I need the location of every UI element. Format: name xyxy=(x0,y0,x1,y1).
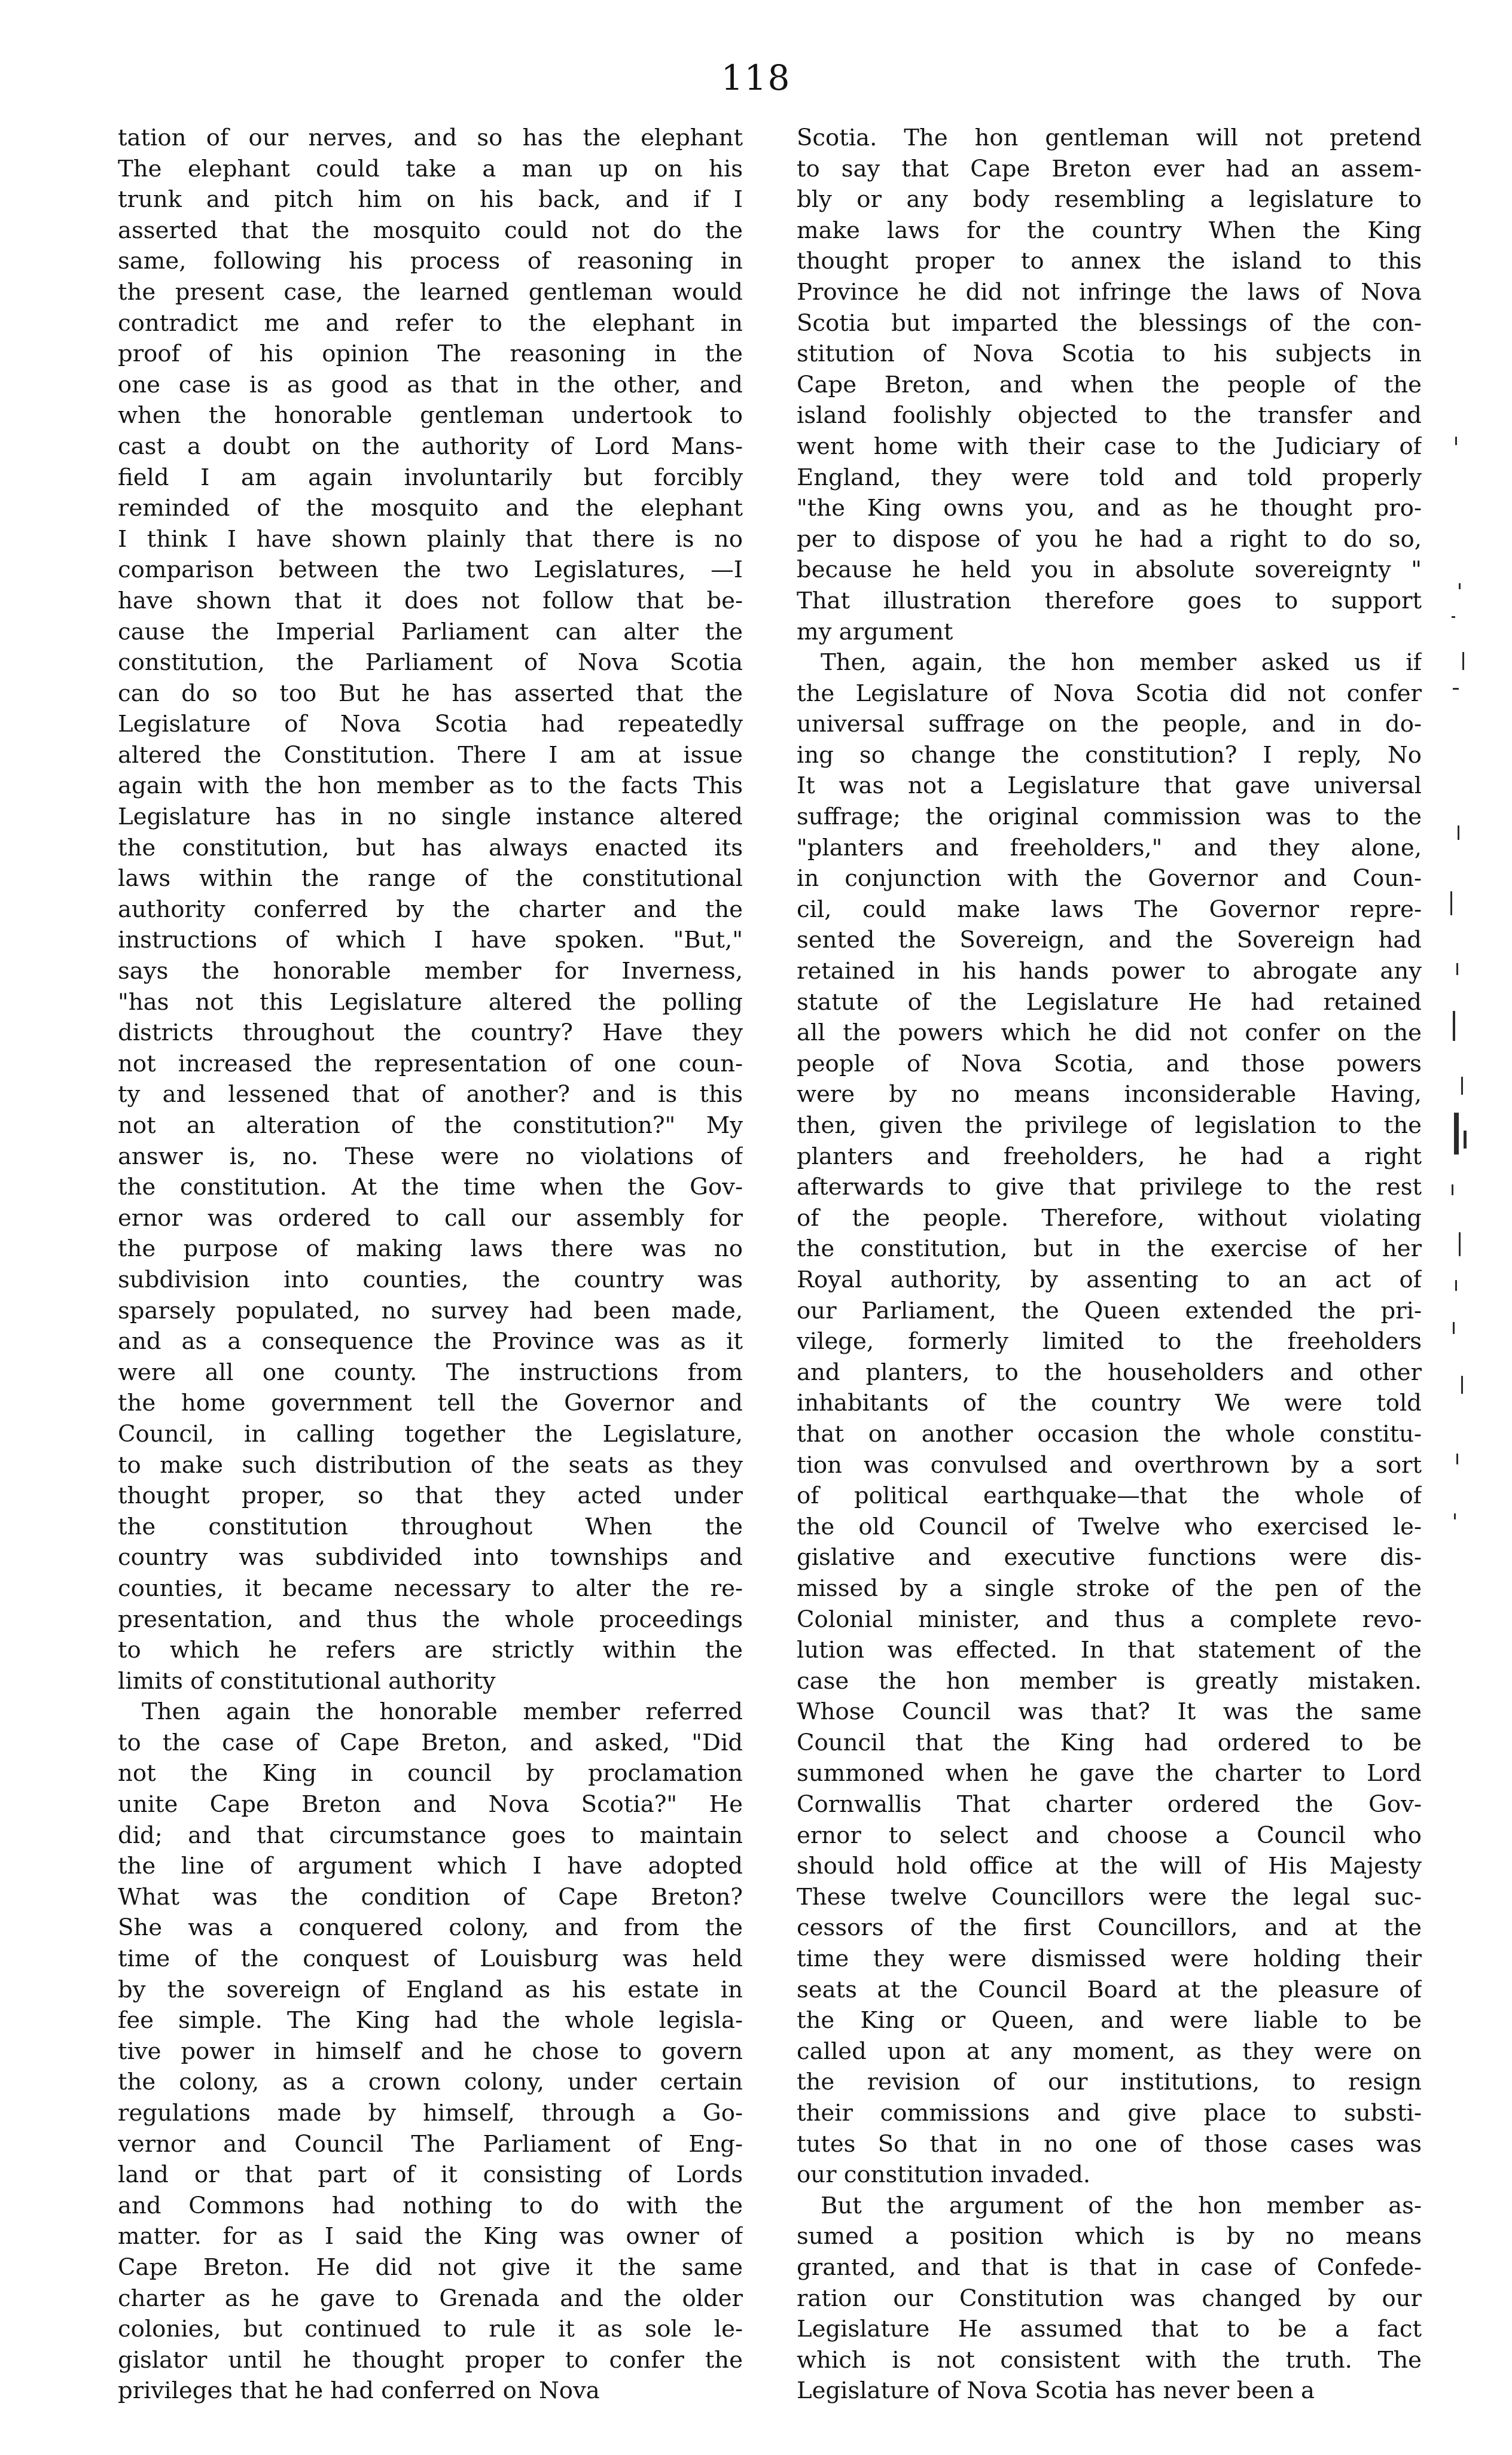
text-line: the constitution, but in the exercise of her xyxy=(797,1235,1422,1263)
text-line: seats at the Council Board at the pleasure of xyxy=(797,1976,1422,2003)
text-line: missed by a single stroke of the pen of the xyxy=(797,1574,1422,1602)
text-line: counties, it became necessary to alter the re- xyxy=(118,1574,743,1602)
text-line: and Commons had nothing to do with the xyxy=(118,2192,743,2219)
text-line: Legislature of Nova Scotia had repeatedly xyxy=(118,711,743,738)
text-line: Legislature has in no single instance altered xyxy=(118,803,743,831)
text-line: Scotia but imparted the blessings of the con- xyxy=(797,309,1422,337)
text-line: I think I have shown plainly that there is no xyxy=(118,525,743,553)
text-line: cast a doubt on the authority of Lord Mans- xyxy=(118,432,743,460)
text-line: tive power in himself and he chose to govern xyxy=(118,2037,743,2065)
text-line: have shown that it does not follow that be- xyxy=(118,587,743,614)
text-line: the constitution. At the time when the Gov- xyxy=(118,1174,743,1201)
text-line: ing so change the constitution? I reply, No xyxy=(797,741,1422,769)
text-line: when the honorable gentleman undertook to xyxy=(118,402,743,430)
text-line: the purpose of making laws there was no xyxy=(118,1235,743,1263)
text-line: England, they were told and told properly xyxy=(797,464,1422,491)
text-line: same, following his process of reasoning in xyxy=(118,248,743,275)
text-line: ernor was ordered to call our assembly for xyxy=(118,1204,743,1232)
text-line: planters and freeholders, he had a right xyxy=(797,1143,1422,1170)
text-line: Council that the King had ordered to be xyxy=(797,1729,1422,1756)
text-line: limits of constitutional authority xyxy=(118,1667,496,1695)
text-line: proof of his opinion The reasoning in the xyxy=(118,340,743,368)
text-line: vilege, formerly limited to the freeholders xyxy=(797,1328,1422,1356)
text-line: called upon at any moment, as they were on xyxy=(797,2037,1422,2065)
text-line: "has not this Legislature altered the polling xyxy=(118,988,743,1016)
text-line: and as a consequence the Province was as it xyxy=(118,1328,743,1356)
scan-margin-noise xyxy=(1450,437,1486,2411)
text-line: constitution, the Parliament of Nova Scotia xyxy=(118,649,743,677)
text-line: time they were dismissed were holding their xyxy=(797,1945,1422,1973)
text-line: laws within the range of the constitutional xyxy=(118,865,743,893)
text-line: retained in his hands power to abrogate any xyxy=(797,958,1422,985)
text-line: unite Cape Breton and Nova Scotia?" He xyxy=(118,1791,743,1819)
text-line: that on another occasion the whole constitu- xyxy=(797,1420,1422,1448)
text-line: sparsely populated, no survey had been made, xyxy=(118,1297,743,1324)
text-line: to which he refers are strictly within the xyxy=(118,1637,743,1664)
text-line: tion was convulsed and overthrown by a sort xyxy=(797,1451,1422,1479)
text-line: all the powers which he did not confer on the xyxy=(797,1019,1422,1047)
text-line: Royal authority, by assenting to an act of xyxy=(797,1266,1422,1293)
text-line: presentation, and thus the whole proceedings xyxy=(118,1606,743,1633)
text-line: gislative and executive functions were dis- xyxy=(797,1544,1422,1571)
text-line: inhabitants of the country We were told xyxy=(797,1390,1422,1417)
text-line: Scotia. The hon gentleman will not pretend xyxy=(797,124,1422,151)
text-line: the home government tell the Governor and xyxy=(118,1390,743,1417)
text-line: Then, again, the hon member asked us if xyxy=(821,649,1422,677)
text-line: suffrage; the original commission was to the xyxy=(797,803,1422,831)
text-line: cessors of the first Councillors, and at the xyxy=(797,1914,1422,1942)
text-line: to make such distribution of the seats as they xyxy=(118,1451,743,1479)
text-line: thought proper to annex the island to this xyxy=(797,248,1422,275)
text-line: did; and that circumstance goes to maintain xyxy=(118,1822,743,1849)
text-line: cil, could make laws The Governor repre- xyxy=(797,896,1422,923)
text-line: What was the condition of Cape Breton? xyxy=(118,1883,743,1911)
text-line: Province he did not infringe the laws of Nova xyxy=(797,278,1422,306)
text-line: make laws for the country When the King xyxy=(797,217,1422,244)
text-line: asserted that the mosquito could not do the xyxy=(118,217,743,244)
text-line: vernor and Council The Parliament of Eng- xyxy=(118,2130,743,2158)
text-line: were all one county. The instructions from xyxy=(118,1359,743,1386)
text-line: ernor to select and choose a Council who xyxy=(797,1822,1422,1849)
text-line: the King or Queen, and were liable to be xyxy=(797,2007,1422,2034)
right-column xyxy=(797,123,1422,2407)
text-line: of political earthquake—that the whole of xyxy=(797,1482,1422,1510)
text-line: not increased the representation of one coun- xyxy=(118,1050,743,1077)
text-line: bly or any body resembling a legislature to xyxy=(797,186,1422,214)
text-line: She was a conquered colony, and from the xyxy=(118,1914,743,1942)
text-line: sumed a position which is by no means xyxy=(797,2223,1422,2250)
text-line: summoned when he gave the charter to Lord xyxy=(797,1760,1422,1787)
text-line: Colonial minister, and thus a complete revo- xyxy=(797,1606,1422,1633)
text-line: statute of the Legislature He had retained xyxy=(797,988,1422,1016)
text-line: our Parliament, the Queen extended the pri- xyxy=(797,1297,1422,1324)
text-line: by the sovereign of England as his estate in xyxy=(118,1976,743,2003)
text-line: charter as he gave to Grenada and the older xyxy=(118,2285,743,2312)
text-line: not an alteration of the constitution?" My xyxy=(118,1112,743,1139)
text-line: one case is as good as that in the other, and xyxy=(118,371,743,398)
text-line: stitution of Nova Scotia to his subjects in xyxy=(797,340,1422,368)
text-line: cause the Imperial Parliament can alter the xyxy=(118,618,743,645)
text-line: The elephant could take a man up on his xyxy=(118,155,743,182)
text-line: Legislature He assumed that to be a fact xyxy=(797,2316,1422,2343)
text-line: of the people. Therefore, without violating xyxy=(797,1204,1422,1232)
text-line: colonies, but continued to rule it as sole le- xyxy=(118,2316,743,2343)
text-line: Legislature of Nova Scotia has never been a xyxy=(797,2377,1315,2405)
text-line: afterwards to give that privilege to the rest xyxy=(797,1174,1422,1201)
text-line: ty and lessened that of another? and is this xyxy=(118,1081,743,1108)
text-line: people of Nova Scotia, and those powers xyxy=(797,1050,1422,1077)
text-line: the constitution, but has always enacted its xyxy=(118,834,743,861)
text-line: "the King owns you, and as he thought pro- xyxy=(797,495,1422,522)
text-line: time of the conquest of Louisburg was held xyxy=(118,1945,743,1973)
text-line: trunk and pitch him on his back, and if I xyxy=(118,186,743,214)
text-line: the Legislature of Nova Scotia did not confer xyxy=(797,680,1422,707)
text-line: the old Council of Twelve who exercised le- xyxy=(797,1513,1422,1540)
text-line: can do so too But he has asserted that the xyxy=(118,680,743,707)
text-line: and planters, to the householders and other xyxy=(797,1359,1422,1386)
text-line: gislator until he thought proper to confer the xyxy=(118,2346,743,2374)
text-line: case the hon member is greatly mistaken. xyxy=(797,1667,1422,1695)
page-number: 118 xyxy=(721,57,791,98)
text-line: their commissions and give place to substi- xyxy=(797,2100,1422,2127)
text-line: But the argument of the hon member as- xyxy=(821,2192,1422,2219)
text-line: island foolishly objected to the transfer and xyxy=(797,402,1422,430)
text-line: That illustration therefore goes to support xyxy=(797,587,1422,614)
text-line: went home with their case to the Judiciary of xyxy=(797,432,1422,460)
text-line: per to dispose of you he had a right to do so, xyxy=(797,525,1422,553)
text-line: instructions of which I have spoken. "But," xyxy=(118,927,743,954)
left-column xyxy=(118,123,743,2407)
text-line: "planters and freeholders," and they alone, xyxy=(797,834,1422,861)
text-line: lution was effected. In that statement of the xyxy=(797,1637,1422,1664)
text-line: matter. for as I said the King was owner of xyxy=(118,2223,743,2250)
text-line: comparison between the two Legislatures, —I xyxy=(118,556,743,584)
text-line: because he held you in absolute sovereignty " xyxy=(797,556,1422,584)
text-line: the revision of our institutions, to resign xyxy=(797,2069,1422,2096)
text-line: Council, in calling together the Legislature, xyxy=(118,1420,743,1448)
text-line: says the honorable member for Inverness, xyxy=(118,958,743,985)
text-line: subdivision into counties, the country was xyxy=(118,1266,743,1293)
text-line: the present case, the learned gentleman would xyxy=(118,278,743,306)
text-line: granted, and that is that in case of Confede- xyxy=(797,2253,1422,2281)
text-line: regulations made by himself, through a Go- xyxy=(118,2100,743,2127)
text-line: the colony, as a crown colony, under certain xyxy=(118,2069,743,2096)
text-line: privileges that he had conferred on Nova xyxy=(118,2377,600,2405)
text-line: Whose Council was that? It was the same xyxy=(797,1698,1422,1726)
text-line: altered the Constitution. There I am at issue xyxy=(118,741,743,769)
text-line: to the case of Cape Breton, and asked, "Did xyxy=(118,1729,743,1756)
text-line: were by no means inconsiderable Having, xyxy=(797,1081,1422,1108)
text-line: tutes So that in no one of those cases was xyxy=(797,2130,1422,2158)
text-line: tation of our nerves, and so has the elephant xyxy=(118,124,743,151)
text-line: contradict me and refer to the elephant in xyxy=(118,309,743,337)
text-line: country was subdivided into townships and xyxy=(118,1544,743,1571)
text-line: fee simple. The King had the whole legisla- xyxy=(118,2007,743,2034)
text-line: authority conferred by the charter and the xyxy=(118,896,743,923)
text-line: in conjunction with the Governor and Coun- xyxy=(797,865,1422,893)
text-line: my argument xyxy=(797,618,953,645)
text-line: the constitution throughout When the xyxy=(118,1513,743,1540)
text-line: reminded of the mosquito and the elephant xyxy=(118,495,743,522)
text-line: to say that Cape Breton ever had an assem- xyxy=(797,155,1422,182)
text-line: Then again the honorable member referred xyxy=(142,1698,743,1726)
text-line: universal suffrage on the people, and in do- xyxy=(797,711,1422,738)
text-line: Cape Breton, and when the people of the xyxy=(797,371,1422,398)
text-line: answer is, no. These were no violations of xyxy=(118,1143,743,1170)
text-line: then, given the privilege of legislation to the xyxy=(797,1112,1422,1139)
text-line: districts throughout the country? Have they xyxy=(118,1019,743,1047)
text-line: Cornwallis That charter ordered the Gov- xyxy=(797,1791,1422,1819)
text-line: These twelve Councillors were the legal suc- xyxy=(797,1883,1422,1911)
text-line: not the King in council by proclamation xyxy=(118,1760,743,1787)
text-line: again with the hon member as to the facts This xyxy=(118,772,743,800)
text-line: the line of argument which I have adopted xyxy=(118,1853,743,1880)
text-line: should hold office at the will of His Majesty xyxy=(797,1853,1422,1880)
text-line: our constitution invaded. xyxy=(797,2161,1091,2189)
text-line: sented the Sovereign, and the Sovereign had xyxy=(797,927,1422,954)
text-line: land or that part of it consisting of Lords xyxy=(118,2161,743,2189)
text-line: thought proper, so that they acted under xyxy=(118,1482,743,1510)
text-line: ration our Constitution was changed by our xyxy=(797,2285,1422,2312)
text-line: It was not a Legislature that gave universal xyxy=(797,772,1422,800)
text-line: which is not consistent with the truth. The xyxy=(797,2346,1422,2374)
text-line: Cape Breton. He did not give it the same xyxy=(118,2253,743,2281)
text-line: field I am again involuntarily but forcibly xyxy=(118,464,743,491)
